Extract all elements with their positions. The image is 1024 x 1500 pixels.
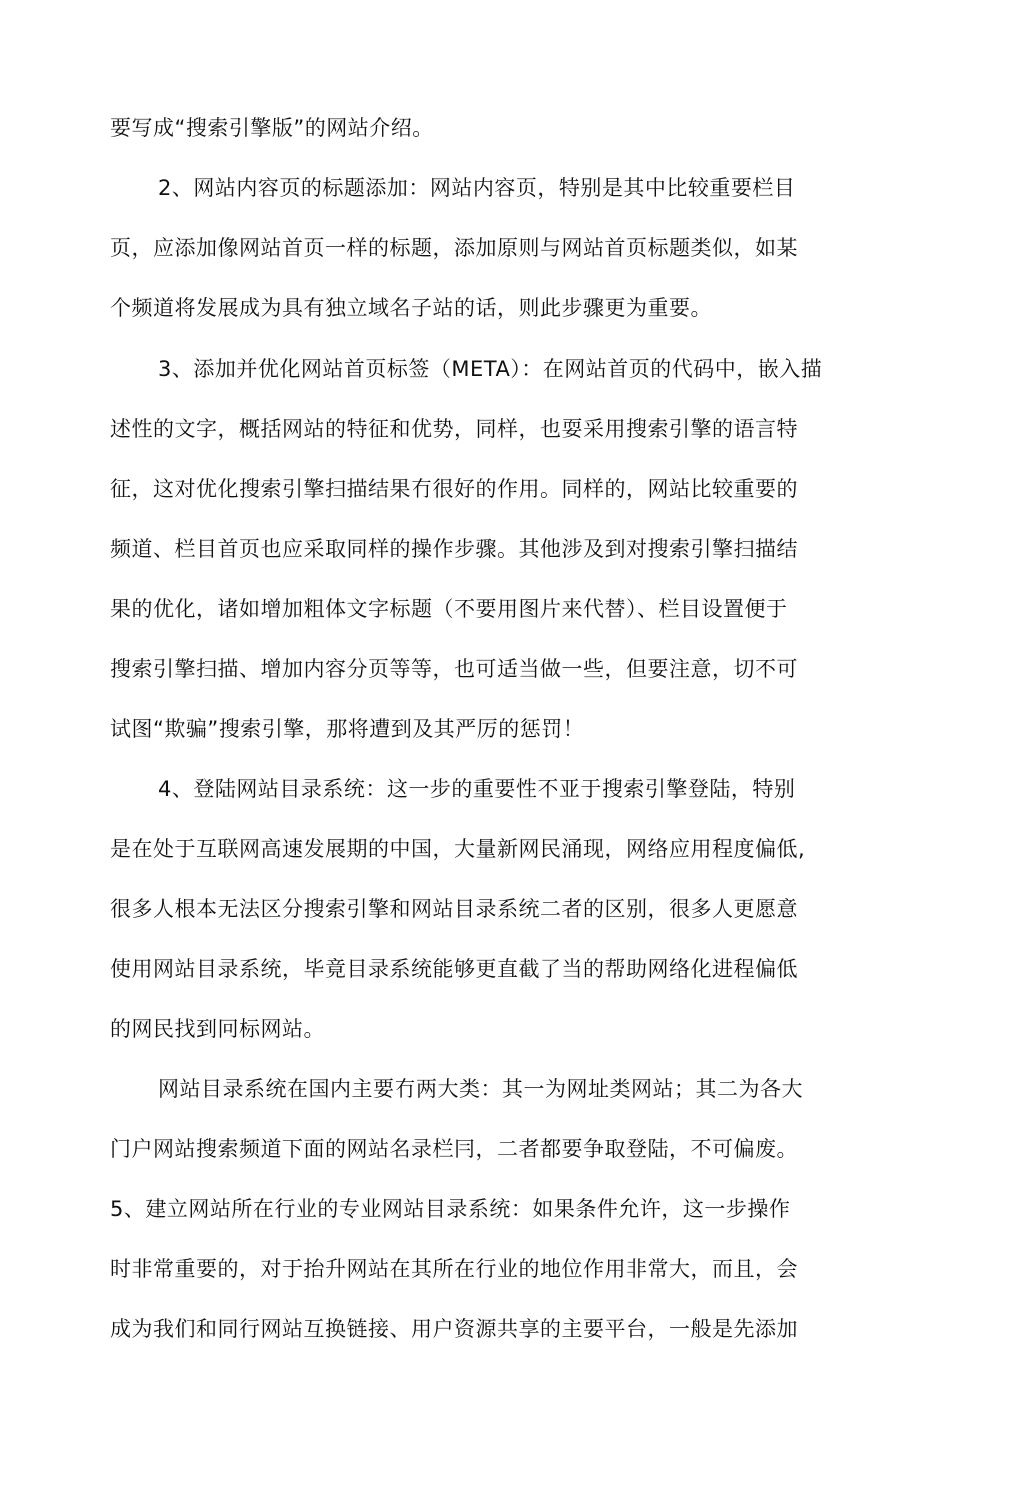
- text-line: 页，应添加像网站首页一样的标题，添加原则与网站首页标题类似，如某: [110, 236, 798, 260]
- text-line: 是在处于互联网高速发展期的中国，大量新网民涌现，网络应用程度偏低,: [110, 837, 806, 861]
- text-line: 的网民找到冋标网站。: [110, 1017, 325, 1041]
- text-line: 征，这对优化搜索引擎扫描结果冇很好的作用。同样的，网站比较重要的: [110, 477, 798, 501]
- text-line: 频道、栏目首页也应采取同样的操作步骤。其他涉及到对搜索引擎扫描结: [110, 537, 798, 561]
- text-line: 个频道将发展成为具有独立域名子站的话，则此步骤更为重要。: [110, 296, 712, 320]
- text-line: 2、网站内容页的标题添加：网站内容页，特别是其中比较重要栏目: [158, 176, 796, 200]
- text-line: 要写成“搜索引擎版”的网站介绍。: [110, 116, 434, 140]
- text-line: 述性的文字，概括网站的特征和优势，同样，也耍采用搜索引擎的语言特: [110, 417, 798, 441]
- text-line: 5、建立网站所在行业的专业网站目录系统：如果条件允许，这一步操作: [110, 1197, 791, 1221]
- text-line: 成为我们和同行网站互换链接、用户资源共享的主要平台，一般是先添加: [110, 1317, 798, 1341]
- text-line: 试图“欺骗”搜索引擎，那将遭到及其严厉的惩罚！: [110, 717, 585, 741]
- text-line: 很多人根本无法区分搜索引擎和网站目录系统二者的区别，很多人更愿意: [110, 897, 798, 921]
- text-line: 4、登陆网站目录系统：这一步的重要性不亚于搜索引擎登陆，特别: [158, 777, 796, 801]
- text-line: 门户网站搜索频道下面的网站名录栏冃，二者都要争取登陆，不可偏废。: [110, 1137, 798, 1161]
- text-line: 时非常重要的，对于抬升网站在其所在行业的地位作用非常大，而且，会: [110, 1257, 798, 1281]
- text-line: 网站目录系统在国内主要冇两大类：其一为网址类网站；其二为各大: [158, 1077, 803, 1101]
- text-line: 3、添加并优化网站首页标签（META）：在网站首页的代码中，嵌入描: [158, 357, 823, 381]
- text-line: 搜索引擎扫描、增加内容分页等等，也可适当做一些，但要注意，切不可: [110, 657, 798, 681]
- text-line: 果的优化，诸如增加粗体文字标题（不要用图片来代替）、栏目设置便于: [110, 597, 788, 621]
- text-line: 使用网站目录系统，毕竟目录系统能够更直截了当的帮助网络化进程偏低: [110, 957, 798, 981]
